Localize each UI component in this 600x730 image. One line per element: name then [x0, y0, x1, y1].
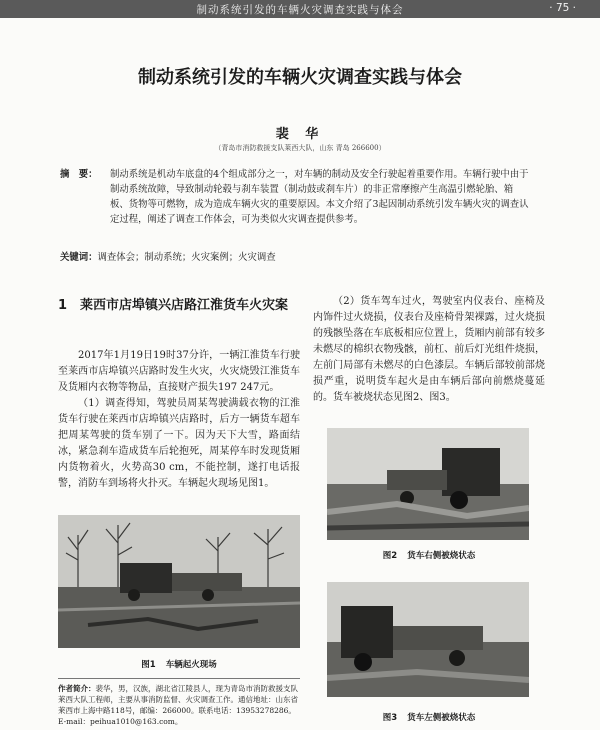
figure-2-caption: [313, 549, 545, 561]
author-footnote: [58, 683, 300, 727]
keywords-text: 调查体会；制动系统；火灾案例；火灾调查: [97, 252, 276, 263]
figure-3-caption: [313, 711, 545, 723]
figure-number: 图1: [141, 660, 156, 670]
abstract-text: 制动系统是机动车底盘的4个组成部分之一，对车辆的制动及安全行驶起着重要作用。车辆行驶中由于制动系统故障，导致制动轮毂与刹车装置（制动鼓或刹车片）的非正常摩擦产生高温引燃轮胎、箱板、货物等可燃物，成为造成车辆火灾的重要原因。本文介绍了3起因制动系统引发车辆火灾的调查认定过程，阐述了调查工作体会，可为类似火灾调查提供参考。: [110, 169, 529, 225]
truck-left-side-photo-icon: [327, 582, 529, 697]
figure-1-photo: [58, 515, 300, 648]
figure-2-photo: [327, 428, 529, 540]
page-number: · 75 ·: [549, 2, 576, 14]
running-title: 制动系统引发的车辆火灾调查实践与体会: [196, 4, 404, 16]
caption-text: 货车右侧被烧状态: [407, 551, 476, 561]
author-name: 裴 华: [275, 127, 325, 142]
truck-right-side-photo-icon: [327, 428, 529, 540]
keywords-label: 关键词：: [60, 252, 98, 263]
figure-number: 图2: [382, 551, 398, 561]
running-header: [0, 0, 600, 18]
footnote-text: 裴华，男，汉族，湖北省江陵县人，现为青岛市消防救援支队莱西大队工程师，主要从事消防监督、火灾调查工作。通信地址：山东省莱西市上海中路118号，邮编：266000。联系电话：13953278286。E-mail：peihua1010@163.com。: [58, 684, 298, 726]
paragraph: （1）调查得知，驾驶员周某驾驶满载衣物的江淮货车行驶在莱西市店埠镇兴店路时，后方一辆货车超车把周某驾驶的货车别了一下。因为天下大雪，路面结冰，紧急刹车造成货车后轮抱死，周某停车时发现货厢内货物着火，火势高30 cm，不能控制，遂打电话报警，消防车到场将火扑灭。车辆起火现场见图1。: [58, 398, 300, 489]
section-heading: 1 莱西市店埠镇兴店路江淮货车火灾案: [58, 298, 289, 313]
right-column: [313, 294, 545, 406]
abstract-label: 摘 要：: [60, 169, 98, 180]
keywords: [60, 249, 530, 263]
footnote-divider: [58, 678, 300, 679]
footnote-label: 作者简介：: [58, 684, 96, 693]
caption-text: 货车左侧被烧状态: [407, 713, 476, 723]
paragraph: 2017年1月19日19时37分许，一辆江淮货车行驶至莱西市店埠镇兴店路时发生火灾，火灾烧毁江淮货车及货厢内衣物等物品，直接财产损失197 247元。: [58, 350, 300, 393]
figure-1-caption: [58, 658, 300, 670]
caption-text: 车辆起火现场: [165, 660, 217, 670]
article-title: 制动系统引发的车辆火灾调查实践与体会: [138, 67, 462, 88]
figure-number: 图3: [382, 713, 398, 723]
fire-scene-photo-icon: [58, 515, 300, 648]
abstract: [60, 167, 530, 227]
figure-3-photo: [327, 582, 529, 697]
paragraph: （2）货车驾车过火，驾驶室内仪表台、座椅及内饰件过火烧损，仪表台及座椅骨架裸露，过火烧损的残骸坠落在车底板相应位置上，货厢内前部有较多未燃尽的棉织衣物残骸，前杠、前后灯光组件烧损，左前门局部有未燃尽的白色漆层。车辆后部较前部烧损严重，说明货车起火是由车辆后部向前燃烧蔓延的。货车被烧状态见图2、图3。: [313, 296, 545, 403]
author-affiliation: （青岛市消防救援支队莱西大队，山东 青岛 266600）: [214, 144, 386, 152]
left-column: [58, 348, 300, 492]
